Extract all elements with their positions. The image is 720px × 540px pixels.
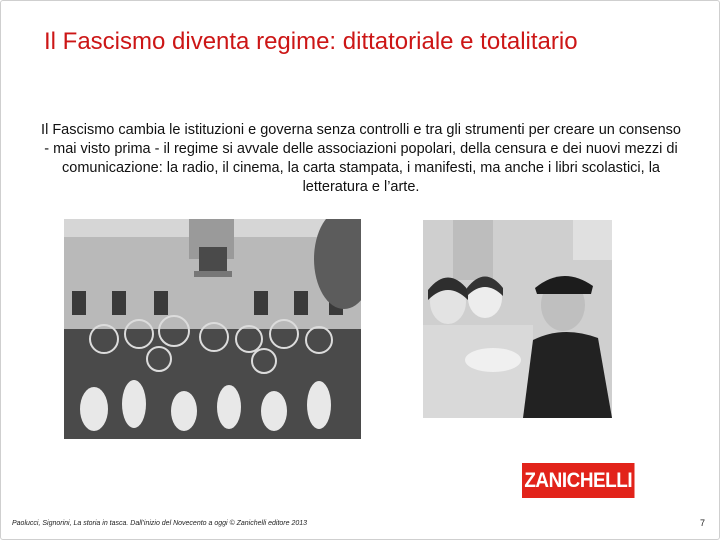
crowd-bicycles-photo — [64, 219, 361, 439]
page-number: 7 — [699, 518, 705, 528]
zanichelli-logo: ZANICHELLI — [522, 463, 635, 498]
crowd-bicycles-illustration — [64, 219, 361, 439]
footer-credit: Paolucci, Signorini, La storia in tasca. Dall’inizio del Novecento a oggi © Zanichelli editore 2013 — [12, 520, 308, 527]
slide-body-text: Il Fascismo cambia le istituzioni e governa senza controlli e tra gli strumenti per creare un consenso - mai visto prima - il regime si avvale delle associazioni popolari, della censura e dei nuovi mezzi di comunicazione: la radio, il cinema, la carta stampata, i manifesti, ma anche i libri scolastici, la letteratura e l’arte. — [41, 122, 681, 195]
women-greeting-official-illustration — [423, 220, 612, 418]
women-greeting-official-photo — [423, 220, 612, 418]
slide-title: Il Fascismo diventa regime: dittatoriale e totalitario — [44, 28, 578, 55]
